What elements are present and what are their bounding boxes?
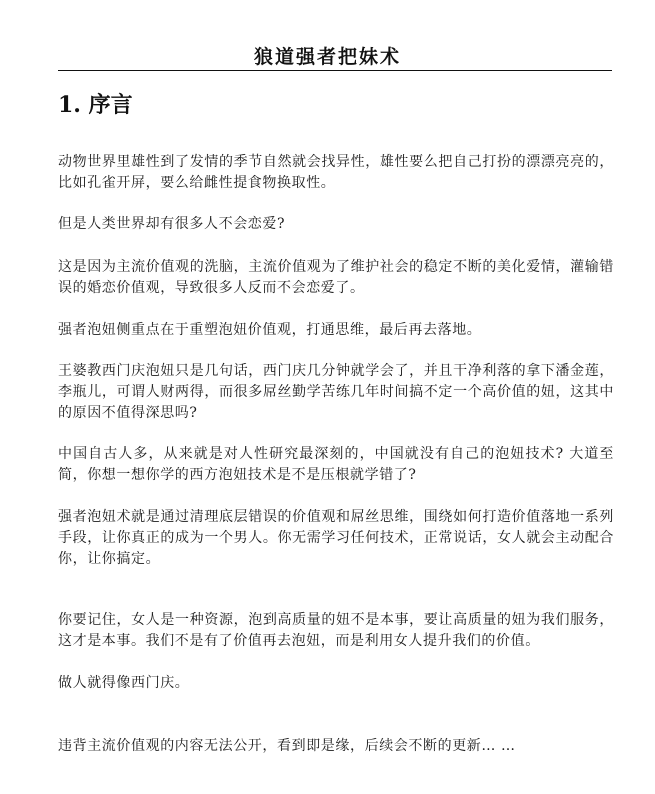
paragraph-10: 违背主流价值观的内容无法公开，看到即是缘，后续会不断的更新… … [58,738,516,754]
title-divider [58,70,612,71]
paragraph-3: 这是因为主流价值观的洗脑，主流价值观为了维护社会的稳定不断的美化爱情，灌输错误的婚恋价值观，导致很多人反而不会恋爱了。 [58,259,614,296]
document-title [0,42,655,71]
paragraph-8: 你要记住，女人是一种资源，泡到高质量的妞不是本事，要让高质量的妞为我们服务，这才是本事。我们不是有了价值再去泡妞，而是利用女人提升我们的价值。 [58,612,614,649]
paragraph-9: 做人就得像西门庆。 [58,675,190,691]
paragraph-2: 但是人类世界却有很多人不会恋爱? [58,216,286,232]
section-heading: 1. 序言 [58,92,133,118]
paragraph-6: 中国自古人多，从来就是对人性研究最深刻的，中国就没有自己的泡妞技术? 大道至简，你想一想你学的西方泡妞技术是不是压根就学错了? [58,446,614,483]
document-title-text: 狼道强者把妹术 [234,42,421,71]
paragraph-1: 动物世界里雄性到了发情的季节自然就会找异性，雄性要么把自己打扮的漂漂亮亮的，比如孔雀开屏，要么给雌性提食物换取性。 [58,154,614,191]
paragraph-4: 强者泡妞侧重点在于重塑泡妞价值观，打通思维，最后再去落地。 [58,322,482,338]
paragraph-7: 强者泡妞术就是通过清理底层错误的价值观和屌丝思维，围绕如何打造价值落地一系列手段，让你真正的成为一个男人。你无需学习任何技术，正常说话，女人就会主动配合你，让你搞定。 [58,509,614,567]
paragraph-5: 王婆教西门庆泡妞只是几句话，西门庆几分钟就学会了，并且干净利落的拿下潘金莲，李瓶儿，可谓人财两得，而很多屌丝勤学苦练几年时间搞不定一个高价值的妞，这其中的原因不值得深思吗? [58,363,614,421]
